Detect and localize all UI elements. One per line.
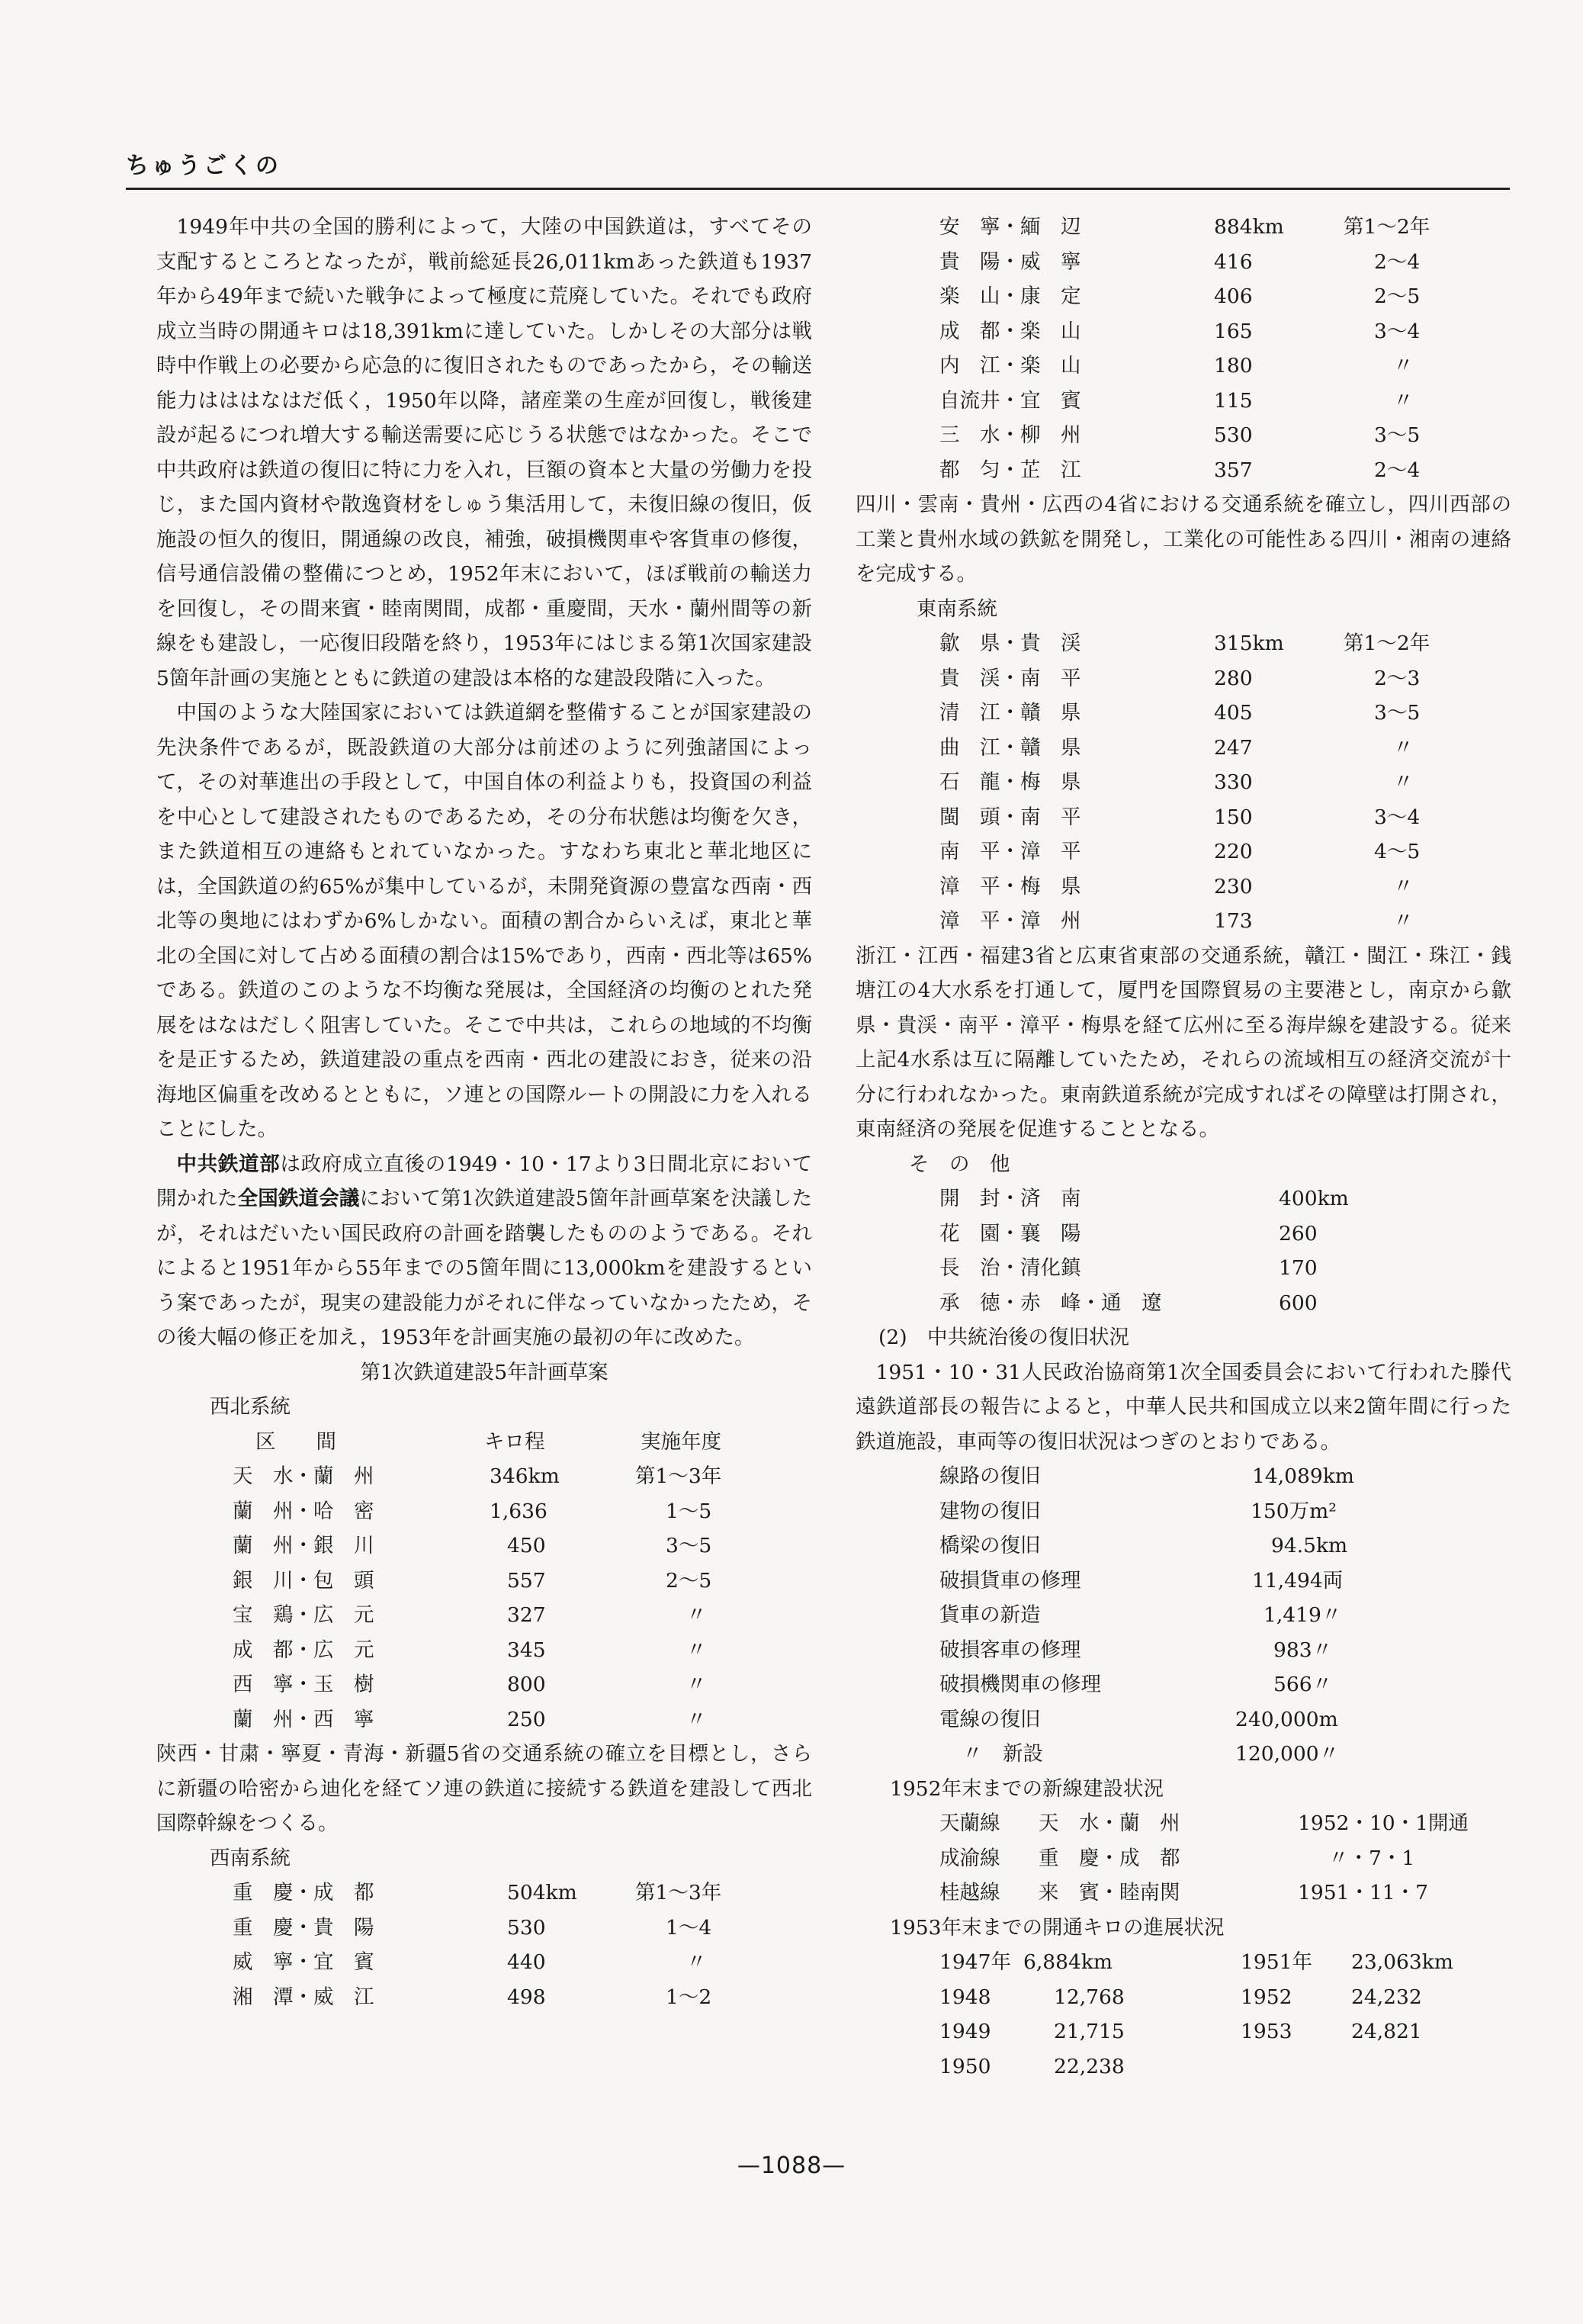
- route-km: 416: [1214, 249, 1253, 274]
- section-2-paragraph: 1951・10・31人民政治協商第1次全国委員会において行われた滕代遠鉄道部長の報告によると，中華人民共和国成立以来2箇年間に行った鉄道施設，車両等の復旧状況はつぎのとおりである。: [856, 1360, 1511, 1454]
- recovery-item: 破損貨車の修理: [939, 1568, 1081, 1593]
- table-row: [856, 1217, 1511, 1252]
- table-row: [156, 1633, 812, 1668]
- table-row: [856, 696, 1511, 731]
- route-km: 115: [1214, 388, 1253, 413]
- km: 12,768: [1054, 1985, 1125, 2009]
- route-year: 4～5: [1374, 840, 1421, 863]
- year: 1950: [939, 2054, 991, 2078]
- route-km: 530: [507, 1915, 546, 1940]
- table-row: [856, 1945, 1511, 1980]
- route-year: 第1～3年: [635, 1881, 722, 1905]
- year: 1952: [1241, 1985, 1292, 2009]
- table-row: [156, 1980, 812, 2015]
- route-name: 天 水・蘭 州: [233, 1464, 374, 1488]
- route-name: 曲 江・贛 県: [939, 735, 1081, 760]
- route-year: 第1～2年: [1344, 632, 1430, 655]
- route-name: 三 水・柳 州: [939, 423, 1081, 447]
- route-name: 湘 潭・威 江: [233, 1985, 374, 2009]
- route-km: 504km: [507, 1881, 577, 1905]
- right-column: [856, 210, 1511, 2084]
- year: 1947年: [939, 1950, 1011, 1974]
- table-row: [856, 1806, 1511, 1841]
- recovery-value: 94.5km: [1271, 1534, 1348, 1557]
- route-km: 450: [507, 1534, 546, 1557]
- route-year: 2～3: [1374, 666, 1421, 690]
- route-km: 884km: [1214, 215, 1284, 239]
- route-year: 〃: [1393, 909, 1414, 933]
- table-row: [856, 384, 1511, 419]
- southeast-label: 東南系統: [917, 596, 997, 621]
- line-route: 重 慶・成 都: [1039, 1846, 1180, 1870]
- route-year: 1～5: [666, 1499, 712, 1523]
- km: 6,884km: [1023, 1950, 1113, 1974]
- route-year: 第1～2年: [1344, 215, 1430, 239]
- route-year: 〃: [686, 1950, 707, 1974]
- table-row: [856, 1876, 1511, 1911]
- route-year: 3～5: [1374, 701, 1421, 725]
- other-table: [856, 1181, 1511, 1320]
- km: 24,232: [1351, 1985, 1422, 2009]
- col-header-distance: キロ程: [484, 1429, 545, 1454]
- route-name: 自流井・宜 賓: [939, 388, 1081, 413]
- route-name: 貴 陽・威 寧: [939, 249, 1081, 274]
- route-year: 2～4: [1374, 458, 1421, 482]
- route-year: 3～4: [1374, 319, 1421, 343]
- recovery-item: 線路の復旧: [939, 1464, 1041, 1488]
- table-row: [856, 1633, 1511, 1668]
- page-header: [126, 145, 1510, 190]
- route-name: 内 江・楽 山: [939, 354, 1081, 378]
- route-name: 重 慶・成 都: [233, 1881, 374, 1905]
- route-km: 400km: [1279, 1187, 1349, 1210]
- table-row: [856, 869, 1511, 905]
- year: 1948: [939, 1985, 991, 2009]
- table-header-row: [156, 1425, 812, 1460]
- table-row: [156, 1598, 812, 1633]
- route-km: 280: [1214, 666, 1253, 690]
- other-label: そ の 他: [909, 1152, 1010, 1176]
- route-name: 漳 平・梅 県: [939, 874, 1081, 898]
- route-km: 405: [1214, 701, 1253, 725]
- line-route: 来 賓・睦南関: [1039, 1881, 1180, 1905]
- route-year: 3～4: [1374, 805, 1421, 829]
- table-row: [156, 1459, 812, 1494]
- table-row: [856, 904, 1511, 939]
- route-year: 2～4: [1374, 249, 1421, 274]
- route-year: 〃: [1393, 770, 1414, 794]
- route-name: 貴 渓・南 平: [939, 666, 1081, 690]
- table-row: [856, 1564, 1511, 1599]
- term-railway-ministry: 中共鉄道部: [176, 1152, 281, 1176]
- route-km: 557: [507, 1568, 546, 1593]
- table-row: [856, 453, 1511, 488]
- route-km: 600: [1279, 1291, 1318, 1315]
- table-row: [856, 834, 1511, 869]
- line-name: 桂越線: [939, 1881, 1000, 1905]
- km: 23,063km: [1351, 1950, 1453, 1974]
- year: 1951年: [1241, 1950, 1312, 1974]
- table-row: [856, 210, 1511, 245]
- route-km: 498: [507, 1985, 546, 2009]
- term-railway-conference: 全国鉄道会議: [237, 1187, 360, 1210]
- table-row: [856, 1737, 1511, 1772]
- newlines-title: 1952年末までの新線建設状況: [890, 1776, 1164, 1801]
- line-opened: 1952・10・1開通: [1298, 1811, 1469, 1835]
- recovery-value: 240,000m: [1235, 1707, 1338, 1731]
- recovery-value: 11,494両: [1252, 1568, 1344, 1593]
- route-km: 345: [507, 1638, 546, 1662]
- km: 24,821: [1351, 2020, 1422, 2043]
- route-name: 開 封・済 南: [939, 1187, 1081, 1210]
- route-year: 3～5: [1374, 423, 1421, 447]
- route-name: 西 寧・玉 樹: [233, 1673, 374, 1696]
- route-km: 315km: [1214, 632, 1284, 655]
- table-row: [856, 1841, 1511, 1876]
- table-row: [856, 1702, 1511, 1737]
- route-name: 閩 頭・南 平: [939, 805, 1081, 829]
- route-km: 330: [1214, 770, 1253, 794]
- table-row: [856, 731, 1511, 766]
- recovery-item: 電線の復旧: [939, 1707, 1041, 1731]
- route-name: 清 江・贛 県: [939, 701, 1081, 725]
- table-row: [856, 314, 1511, 349]
- header-title: ちゅうごくの: [126, 153, 281, 179]
- route-name: 蘭 州・西 寧: [233, 1707, 374, 1731]
- table-row: [156, 1876, 812, 1911]
- route-name: 安 寧・緬 辺: [939, 215, 1081, 239]
- route-km: 230: [1214, 874, 1253, 898]
- route-year: 〃: [686, 1603, 707, 1627]
- northwest-note: 陝西・甘粛・寧夏・青海・新疆5省の交通系統の確立を目標とし，さらに新疆の哈密から迪化を経てソ連の鉄道に接続する鉄道を建設して西北国際幹線をつくる。: [156, 1742, 812, 1835]
- route-km: 220: [1214, 840, 1253, 863]
- plan-table-title: 第1次鉄道建設5年計画草案: [360, 1360, 608, 1384]
- route-km: 406: [1214, 284, 1253, 308]
- route-name: 南 平・漳 平: [939, 840, 1081, 863]
- route-year: 〃: [1393, 735, 1414, 760]
- route-km: 346km: [490, 1464, 560, 1488]
- route-km: 173: [1214, 909, 1253, 933]
- recovery-value: 120,000〃: [1235, 1742, 1340, 1766]
- southeast-table: [856, 626, 1511, 939]
- route-name: 花 園・襄 陽: [939, 1221, 1081, 1246]
- table-row: [856, 661, 1511, 696]
- route-km: 260: [1279, 1221, 1318, 1246]
- paragraph-3-part-a: は政府成立直後の1949・10・17より3日間北京において開かれた: [156, 1152, 812, 1210]
- table-row: [856, 1181, 1511, 1217]
- recovery-item: 貨車の新造: [939, 1603, 1041, 1627]
- table-row: [856, 1459, 1511, 1494]
- northwest-label: 西北系統: [210, 1395, 291, 1419]
- table-row: [856, 1494, 1511, 1529]
- route-year: 〃: [686, 1673, 707, 1696]
- table-row: [856, 1528, 1511, 1564]
- col-header-section: 区 間: [255, 1429, 336, 1454]
- southeast-note: 浙江・江西・福建3省と広東省東部の交通系統，贛江・閩江・珠江・銭塘江の4大水系を打通して，厦門を国際貿易の主要港とし，南京から歙県・貴渓・南平・漳平・梅県を経て広州に至る海岸線を建設する。従来上記4水系は互に隔離していたため，それらの流域相互の経済交流が十分に行われなかった。東南鉄道系統が完成すればその障壁は打開され，東南経済の発展を促進することとなる。: [856, 943, 1511, 1141]
- recovery-value: 983〃: [1273, 1638, 1333, 1662]
- left-column: [156, 210, 812, 2014]
- table-row: [856, 349, 1511, 384]
- year: 1953: [1241, 2020, 1292, 2043]
- table-row: [156, 1945, 812, 1980]
- route-name: 都 匀・芷 江: [939, 458, 1081, 482]
- route-km: 180: [1214, 354, 1253, 378]
- table-row: [856, 279, 1511, 314]
- route-year: 〃: [1393, 874, 1414, 898]
- table-row: [856, 1980, 1511, 2015]
- table-row: [856, 2014, 1511, 2049]
- route-name: 宝 鶏・広 元: [233, 1603, 374, 1627]
- table-row: [156, 1911, 812, 1946]
- route-km: 530: [1214, 423, 1253, 447]
- table-row: [156, 1702, 812, 1737]
- southwest-label: 西南系統: [210, 1846, 291, 1870]
- line-name: 成渝線: [939, 1846, 1000, 1870]
- page-number: —1088—: [737, 2152, 846, 2179]
- progress-title: 1953年末までの開通キロの進展状況: [890, 1915, 1225, 1940]
- table-row: [156, 1564, 812, 1599]
- recovery-item: 建物の復旧: [939, 1499, 1041, 1523]
- route-km: 357: [1214, 458, 1253, 482]
- route-name: 蘭 州・哈 密: [233, 1499, 374, 1523]
- progress-table: [856, 1945, 1511, 2084]
- table-row: [156, 1494, 812, 1529]
- route-year: 2～5: [1374, 284, 1421, 308]
- route-km: 250: [507, 1707, 546, 1731]
- southwest-note: 四川・雲南・貴州・広西の4省における交通系統を確立し，四川西部の工業と貴州水域の鉄鉱を開発し，工業化の可能性ある四川・湘南の連絡を完成する。: [856, 493, 1511, 586]
- northwest-table: [156, 1425, 812, 1737]
- line-opened: 1951・11・7: [1298, 1881, 1429, 1905]
- table-row: [856, 1667, 1511, 1702]
- table-row: [156, 1528, 812, 1564]
- paragraph-1: 1949年中共の全国的勝利によって，大陸の中国鉄道は，すべてその支配するところとなったが，戦前総延長26,011kmあった鉄道も1937年から49年まで続いた戦争によって極度に荒廃していた。それでも政府成立当時の開通キロは18,391kmに達していた。しかしその大部分は戦時中作戦上の必要から応急的に復旧されたものであったから，その輸送能力はははなはだ低く，1950年以降，諸産業の生産が回復し，戦後建設が起るにつれ増大する輸送需要に応じうる状態ではなかった。そこで中共政府は鉄道の復旧に特に力を入れ，巨額の資本と大量の労働力を投じ，また国内資材や散逸資材をしゅう集活用して，未復旧線の復旧，仮施設の恒久的復旧，開通線の改良，補強，破損機関車や客貨車の修復，信号通信設備の整備につとめ，1952年末において，ほぼ戦前の輸送力を回復し，その間来賓・睦南関間，成都・重慶間，天水・蘭州間等の新線をも建設し，一応復旧段階を終り，1953年にはじまる第1次国家建設5箇年計画の実施とともに鉄道の建設は本格的な建設段階に入った。: [156, 215, 812, 690]
- route-km: 327: [507, 1603, 546, 1627]
- route-km: 1,636: [490, 1499, 547, 1523]
- route-km: 170: [1279, 1256, 1318, 1280]
- southwest-table: [156, 1876, 812, 2014]
- line-name: 天蘭線: [939, 1811, 1000, 1835]
- route-year: 〃: [1393, 388, 1414, 413]
- route-name: 成 都・広 元: [233, 1638, 374, 1662]
- recovery-value: 150万m²: [1251, 1499, 1337, 1523]
- recovery-value: 566〃: [1273, 1673, 1333, 1696]
- route-year: 3～5: [666, 1534, 712, 1557]
- table-row: [856, 245, 1511, 280]
- table-row: [856, 1598, 1511, 1633]
- route-name: 承 徳・赤 峰・通 遼: [939, 1291, 1162, 1315]
- route-km: 800: [507, 1673, 546, 1696]
- table-row: [856, 800, 1511, 835]
- southwest-table-continued: [856, 210, 1511, 487]
- recovery-item: 破損機関車の修理: [939, 1673, 1101, 1696]
- year: 1949: [939, 2020, 991, 2043]
- route-year: 1～2: [666, 1985, 712, 2009]
- line-route: 天 水・蘭 州: [1039, 1811, 1180, 1835]
- route-name: 石 龍・梅 県: [939, 770, 1081, 794]
- newlines-table: [856, 1806, 1511, 1911]
- col-header-year: 実施年度: [641, 1429, 721, 1454]
- recovery-item: 〃 新設: [962, 1742, 1043, 1766]
- route-name: 長 治・清化鎮: [939, 1256, 1081, 1280]
- recovery-value: 1,419〃: [1264, 1603, 1342, 1627]
- route-name: 威 寧・宜 賓: [233, 1950, 374, 1974]
- route-name: 楽 山・康 定: [939, 284, 1081, 308]
- table-row: [856, 765, 1511, 800]
- table-row: [856, 626, 1511, 661]
- route-year: 〃: [686, 1638, 707, 1662]
- section-2-title: (2) 中共統治後の復旧状況: [878, 1326, 1130, 1349]
- recovery-item: 橋梁の復旧: [939, 1534, 1041, 1557]
- km: 21,715: [1054, 2020, 1125, 2043]
- route-name: 銀 川・包 頭: [233, 1568, 374, 1593]
- table-row: [856, 1251, 1511, 1286]
- km: 22,238: [1054, 2054, 1125, 2078]
- route-year: 1～4: [666, 1915, 712, 1940]
- table-row: [856, 418, 1511, 453]
- route-km: 150: [1214, 805, 1253, 829]
- route-year: 2～5: [666, 1568, 712, 1593]
- route-year: 〃: [686, 1707, 707, 1731]
- route-km: 247: [1214, 735, 1253, 760]
- route-km: 165: [1214, 319, 1253, 343]
- route-year: 第1～3年: [635, 1464, 722, 1488]
- recovery-table: [856, 1459, 1511, 1772]
- route-km: 440: [507, 1950, 546, 1974]
- route-name: 漳 平・漳 州: [939, 909, 1081, 933]
- table-row: [156, 1667, 812, 1702]
- route-name: 蘭 州・銀 川: [233, 1534, 374, 1557]
- table-row: [856, 2049, 1511, 2085]
- paragraph-3: [156, 1147, 812, 1355]
- paragraph-2: 中国のような大陸国家においては鉄道網を整備することが国家建設の先決条件であるが，既設鉄道の大部分は前述のように列強諸国によって，その対華進出の手段として，中国自体の利益よりも，投資国の利益を中心として建設されたものであるため，その分布状態は均衡を欠き，また鉄道相互の連絡もとれていなかった。すなわち東北と華北地区には，全国鉄道の約65%が集中しているが，未開発資源の豊富な西南・西北等の奥地にはわずか6%しかない。面積の割合からいえば，東北と華北の全国に対して占める面積の割合は15%であり，西南・西北等は65%である。鉄道のこのような不均衡な発展は，全国経済の均衡のとれた発展をはなはだしく阻害していた。そこで中共は，これらの地域的不均衡を是正するため，鉄道建設の重点を西南・西北の建設におき，従来の沿海地区偏重を改めるとともに，ソ連との国際ルートの開設に力を入れることにした。: [156, 701, 812, 1141]
- table-row: [856, 1286, 1511, 1321]
- line-opened: 〃・7・1: [1328, 1846, 1415, 1870]
- recovery-value: 14,089km: [1252, 1464, 1354, 1488]
- paragraph-3-part-b: において第1次鉄道建設5箇年計画草案を決議したが，それはだいたい国民政府の計画を踏襲したもののようである。それによると1951年から55年までの5箇年間に13,000kmを建設するという案であったが，現実の建設能力がそれに伴なっていなかったため，その後大幅の修正を加え，1953年を計画実施の最初の年に改めた。: [156, 1187, 813, 1349]
- route-name: 重 慶・貴 陽: [233, 1915, 374, 1940]
- route-year: 〃: [1393, 354, 1414, 378]
- route-name: 成 都・楽 山: [939, 319, 1081, 343]
- route-name: 歙 県・貴 渓: [939, 632, 1081, 655]
- recovery-item: 破損客車の修理: [939, 1638, 1081, 1662]
